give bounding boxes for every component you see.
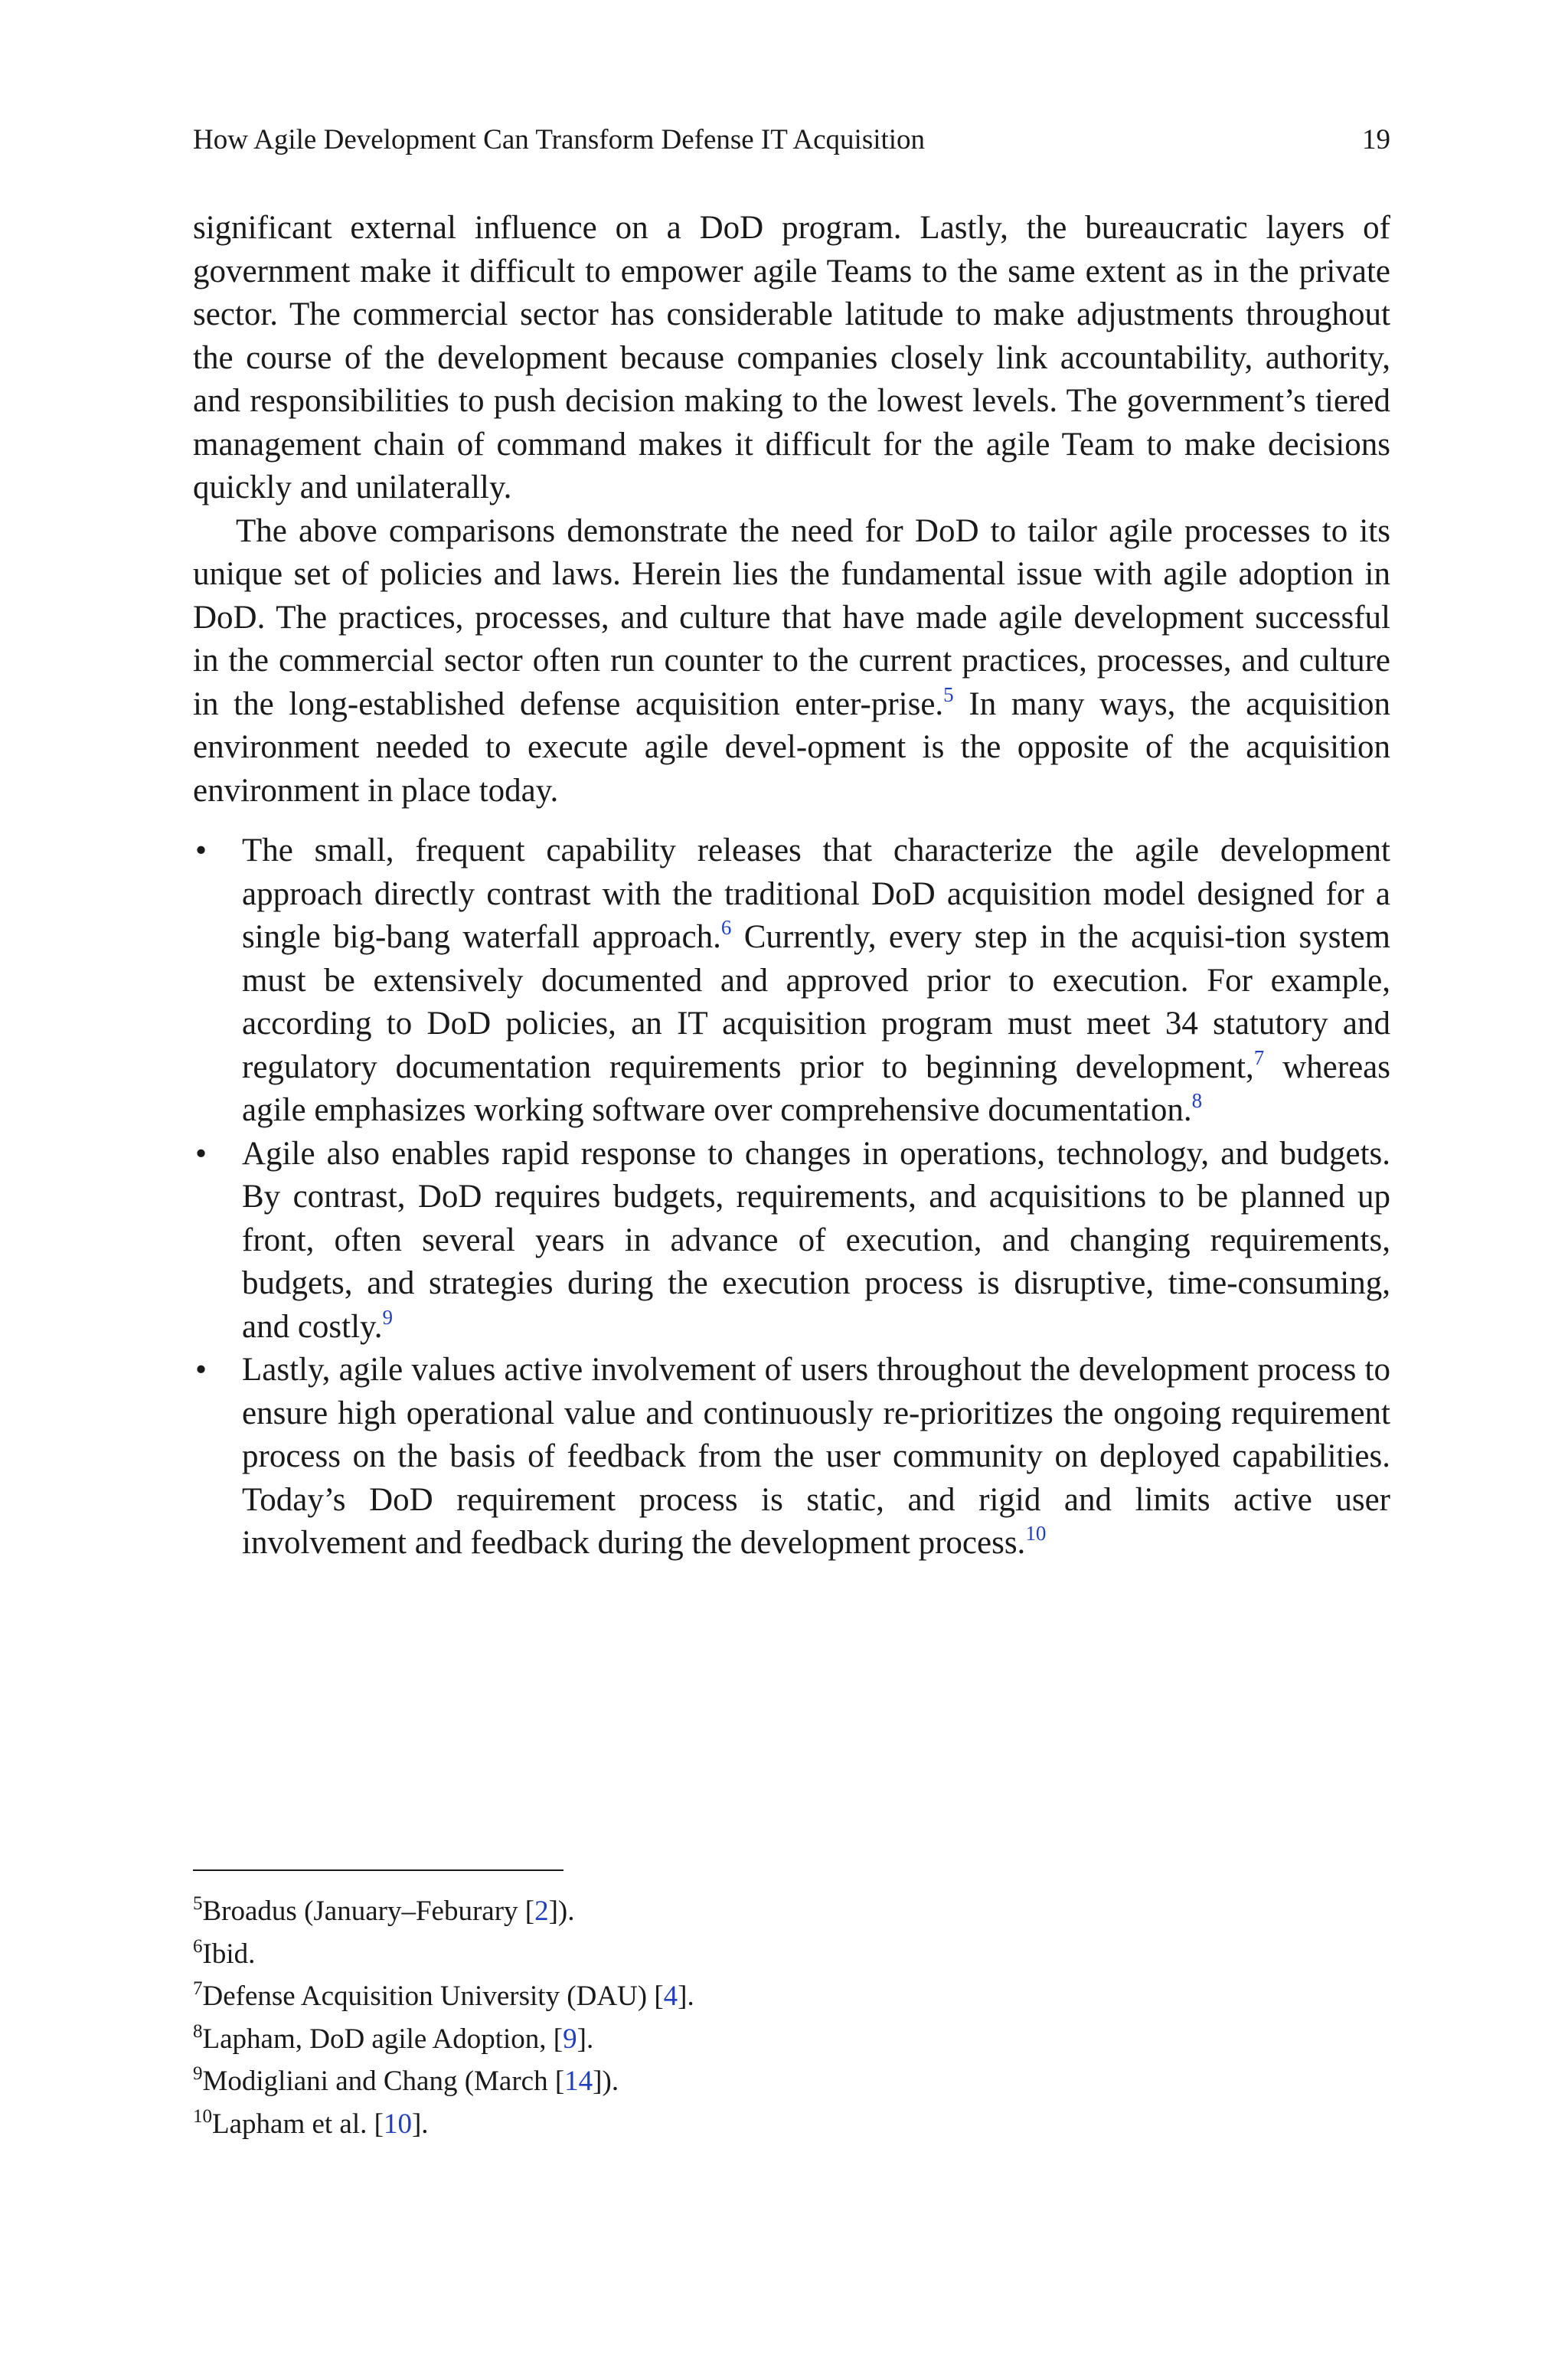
footnote: $^{10}$Lapham et al. [10]. xyxy=(193,2105,429,2140)
footnote: $^5$Broadus (January–Feburary [2]). xyxy=(193,1893,575,1927)
citation-link[interactable]: 14 xyxy=(564,2066,593,2097)
footnote-ref[interactable]: 5 xyxy=(943,682,954,706)
list-item: • Agile also enables rapid response to changes in operations, technology, and budgets. By contrast, DoD requires budgets, requirements, and acquisitions to be planned up front, often several years in advance of execution, and changing requirements, budgets, and strategies during the execution process is disruptive, time-consuming, and costly.$^9$ xyxy=(193,1133,1390,1349)
footnotes xyxy=(193,1890,1390,2145)
page xyxy=(193,0,1390,2378)
footnote: $^6$Ibid. xyxy=(193,1935,256,1970)
footnote-ref[interactable]: 8 xyxy=(1191,1089,1203,1112)
footnote: $^9$Modigliani and Chang (March [14]). xyxy=(193,2063,619,2097)
paragraph: significant external influence on a DoD program. Lastly, the bureaucratic layers of government make it difficult to empower agile Teams to the same extent as in the private sector. The commercial sector has considerable latitude to make adjustments throughout the course of the development because companies closely link accountability, authority, and responsibilities to push decision making to the lowest levels. The government’s tiered management chain of command makes it difficult for the agile Team to make decisions quickly and unilaterally. xyxy=(193,210,1390,505)
citation-link[interactable]: 4 xyxy=(663,1981,678,2012)
bullet-icon: • xyxy=(195,1352,207,1388)
running-head xyxy=(193,123,1390,158)
citation-link[interactable]: 2 xyxy=(534,1896,549,1927)
running-title: How Agile Development Can Transform Defense IT Acquisition xyxy=(193,124,926,155)
footnote-ref[interactable]: 9 xyxy=(382,1305,394,1329)
list-item: • Lastly, agile values active involvement of users throughout the development process to ensure high operational value and continuously re-prioritizes the ongoing requirement process on the basis of feedback from the user community on deployed capabilities. Today’s DoD requirement process is static, and rigid and limits active user involvement and feedback during the development process.$^{10}$ xyxy=(193,1349,1390,1565)
page-number: 19 xyxy=(1362,124,1390,155)
list-item: • The small, frequent capability releases that characterize the agile development approach directly contrast with the traditional DoD acquisition model designed for a single big-bang waterfall approach.$^6$ Currently, every step in the acquisi-tion system must be extensively documented and approved prior to execution. For example, according to DoD policies, an IT acquisition program must meet 34 statutory and regulatory documentation requirements prior to beginning development,$^7$ whereas agile emphasizes working software over comprehensive documentation.$^8$ xyxy=(193,829,1390,1133)
bullet-icon: • xyxy=(195,1135,207,1172)
bullet-list xyxy=(193,829,1390,1565)
bullet-icon: • xyxy=(195,832,207,868)
footnote-separator xyxy=(193,1869,564,1871)
footnote-ref[interactable]: 10 xyxy=(1025,1522,1047,1545)
footnote-ref[interactable]: 7 xyxy=(1253,1045,1265,1069)
citation-link[interactable]: 9 xyxy=(563,2023,577,2055)
paragraph: The above comparisons demonstrate the need for DoD to tailor agile processes to its unique set of policies and laws. Herein lies the fundamental issue with agile adoption in DoD. The practices, processes, and culture that have made agile development successful in the commercial sector often run counter to the current practices, processes, and culture in the long-established defense acquisition enter-prise.$^5$ In many ways, the acquisition environment needed to execute agile devel-opment is the opposite of the acquisition environment in place today. xyxy=(193,512,1390,809)
citation-link[interactable]: 10 xyxy=(383,2108,412,2140)
footnote-ref[interactable]: 6 xyxy=(720,916,732,939)
footnote: $^7$Defense Acquisition University (DAU) [4]. xyxy=(193,1978,694,2012)
footnote: $^8$Lapham, DoD agile Adoption, [9]. xyxy=(193,2020,594,2055)
body-text xyxy=(193,207,1390,1565)
